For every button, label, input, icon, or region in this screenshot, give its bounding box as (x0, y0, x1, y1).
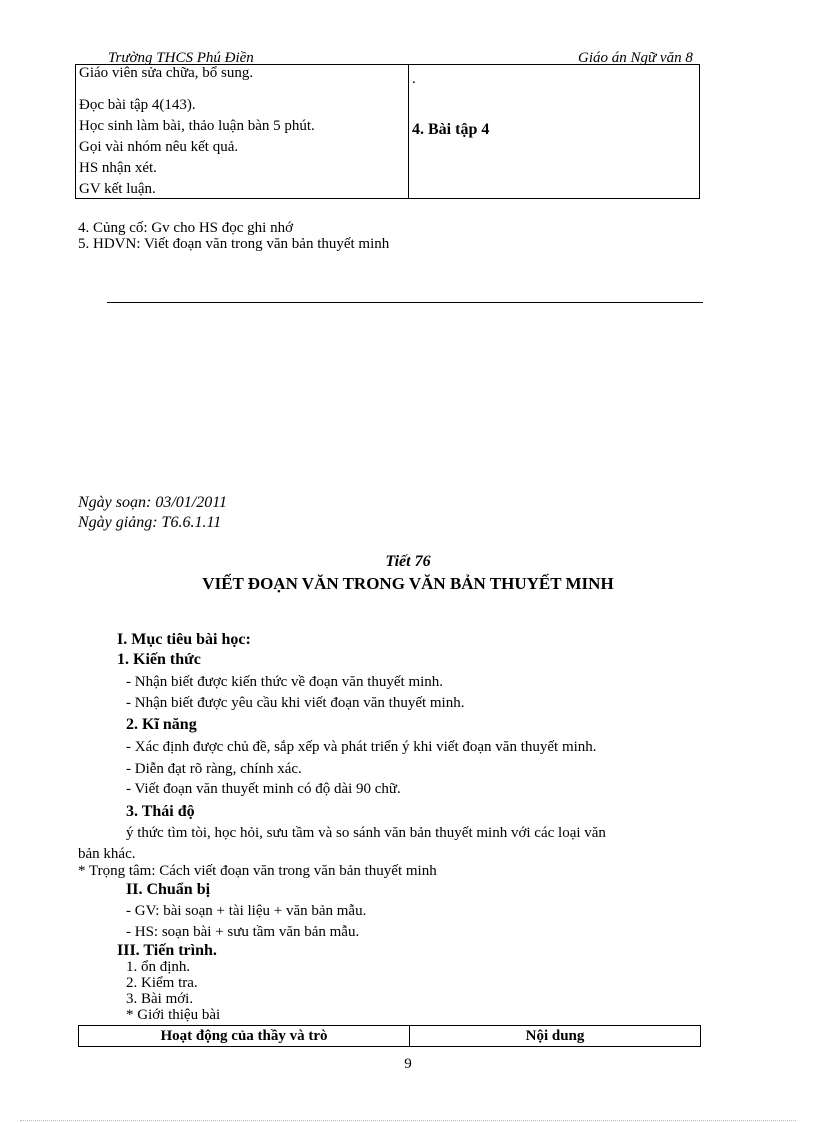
section-2-heading: II. Chuẩn bị (126, 881, 211, 898)
skill-item: - Xác định được chủ đề, sắp xếp và phát triển ý khi viết đoạn văn thuyết minh. (126, 739, 597, 755)
section-3-heading: III. Tiến trình. (117, 942, 217, 959)
process-step: 1. ổn định. (126, 959, 191, 975)
skill-item: - Viết đoạn văn thuyết minh có độ dài 90 chữ. (126, 781, 401, 797)
section-1-3-heading: 3. Thái độ (126, 803, 195, 820)
trong-tam-line: * Trọng tâm: Cách viết đoạn văn trong văn bản thuyết minh (78, 863, 437, 879)
header-school: Trường THCS Phú Điền (108, 50, 254, 66)
activity-table-continued (75, 64, 700, 199)
content-dot: . (412, 71, 416, 87)
activity-line: Đọc bài tập 4(143). (79, 97, 196, 113)
col-content: Nội dung (410, 1026, 701, 1047)
activity-line: Học sinh làm bài, thảo luận bàn 5 phút. (79, 118, 315, 134)
knowledge-item: - Nhận biết được yêu cầu khi viết đoạn văn thuyết minh. (126, 695, 465, 711)
process-step: 3. Bài mới. (126, 991, 194, 1007)
activity-line: Giáo viên sửa chữa, bổ sung. (79, 65, 254, 81)
knowledge-item: - Nhận biết được kiến thức về đoạn văn thuyết minh. (126, 674, 444, 690)
section-1-heading: I. Mục tiêu bài học: (117, 631, 251, 648)
divider (107, 302, 703, 303)
hdvn-line: 5. HDVN: Viết đoạn văn trong văn bản thuyết minh (78, 236, 390, 252)
section-1-2-heading: 2. Kĩ năng (126, 716, 197, 733)
lesson-title: VIẾT ĐOẠN VĂN TRONG VĂN BẢN THUYẾT MINH (202, 574, 614, 593)
lesson-number: Tiết 76 (385, 553, 431, 570)
cung-co-line: 4. Củng cố: Gv cho HS đọc ghi nhớ (78, 220, 294, 236)
page-number: 9 (404, 1056, 412, 1072)
ngay-giang: Ngày giảng: T6.6.1.11 (78, 514, 222, 531)
col-teacher-activity: Hoạt động của thầy và trò (79, 1026, 410, 1047)
skill-item: - Diễn đạt rõ ràng, chính xác. (126, 761, 302, 777)
content-cell (409, 65, 700, 199)
gioi-thieu-bai: * Giới thiệu bài (126, 1007, 221, 1023)
activity-line: Gọi vài nhóm nêu kết quả. (79, 139, 239, 155)
page-bottom-border (20, 1120, 796, 1121)
activity-line: HS nhận xét. (79, 160, 157, 176)
activity-line: GV kết luận. (79, 181, 156, 197)
prep-item: - GV: bài soạn + tài liệu + văn bản mẫu. (126, 903, 367, 919)
exercise-4-heading: 4. Bài tập 4 (412, 121, 490, 138)
header-subject: Giáo án Ngữ văn 8 (578, 50, 693, 66)
spacer (79, 85, 405, 97)
process-step: 2. Kiểm tra. (126, 975, 198, 991)
attitude-line-cont: bản khác. (78, 846, 136, 862)
ngay-soan: Ngày soạn: 03/01/2011 (78, 494, 228, 511)
section-1-1-heading: 1. Kiến thức (117, 651, 201, 668)
prep-item: - HS: soạn bài + sưu tầm văn bản mẫu. (126, 924, 360, 940)
activity-table-header (78, 1025, 701, 1047)
teacher-activity-cell (76, 65, 409, 199)
attitude-line: ý thức tìm tòi, học hỏi, sưu tầm và so sánh văn bản thuyết minh với các loại văn (126, 825, 606, 841)
